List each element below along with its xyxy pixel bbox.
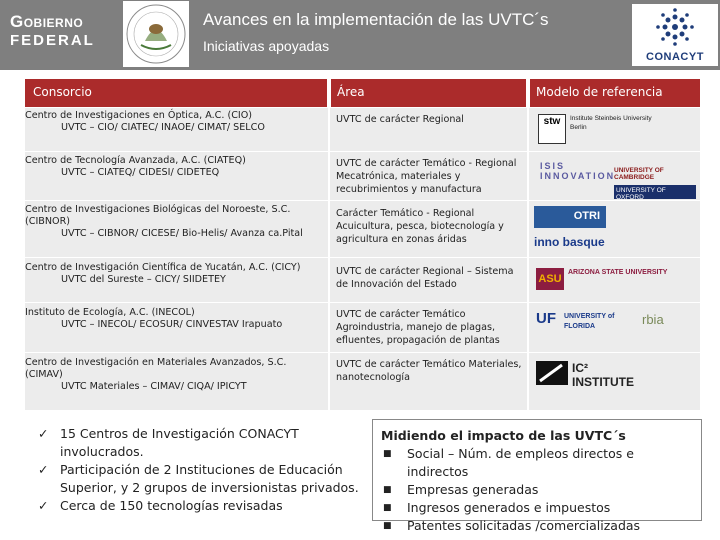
area-cell: UVTC de carácter Regional – Sistema de Innovación del Estado [336, 266, 514, 290]
uf-icon: UF [536, 310, 556, 327]
modelo-cell [534, 357, 699, 393]
header-bar [0, 0, 720, 70]
asu-icon: ASU [536, 268, 564, 290]
list-item [381, 481, 693, 499]
list-item-text: Social – Núm. de empleos directos e indirectos [407, 446, 634, 479]
modelo-cell [534, 262, 699, 300]
column-divider [328, 107, 330, 411]
steinbeis-label: Institute Steinbeis University Berlin [570, 115, 652, 131]
area-cell: UVTC de carácter Temático - Regional Mecatrónica, materiales y recubrimientos y manufactura [336, 158, 517, 195]
modelo-cell [534, 110, 699, 150]
ic2-emblem-icon [536, 361, 568, 385]
innobasque-logo: inno basque [534, 235, 605, 249]
consorcio-main: Centro de Investigaciones en Óptica, A.C. (CIO) [25, 110, 253, 121]
list-item [381, 517, 693, 535]
consorcio-main: Instituto de Ecología, A.C. (INECOL) [25, 307, 195, 318]
list-item-text: Participación de 2 Instituciones de Educación Superior, y 2 grupos de inversionistas privados. [60, 462, 359, 495]
steinbeis-logo-icon: stw [538, 114, 566, 144]
col-header-consorcio: Consorcio [25, 79, 327, 107]
impact-box [372, 419, 702, 533]
gobierno-federal-logo [10, 12, 95, 50]
asu-label: ARIZONA STATE UNIVERSITY [568, 269, 668, 276]
column-divider [527, 107, 529, 411]
page-title: Avances en la implementación de las UVTC´s [203, 10, 549, 29]
consorcio-sub: UVTC – INECOL/ ECOSUR/ CINVESTAV Irapuato [61, 319, 283, 330]
florida-label: UNIVERSITY of FLORIDA [564, 313, 615, 330]
conacyt-label: CONACYT [646, 51, 704, 63]
list-item-text: 15 Centros de Investigación CONACYT involucrados. [60, 426, 299, 459]
consorcio-sub: UVTC del Sureste – CICY/ SIIDETEY [61, 274, 226, 285]
bullet-icon: ■ [383, 485, 392, 495]
col-header-modelo: Modelo de referencia [530, 79, 700, 107]
checkmark-icon: ✓ [38, 426, 49, 441]
bullet-icon: ■ [383, 521, 392, 531]
area-cell: UVTC de carácter Temático Materiales, nanotecnología [336, 359, 522, 383]
consorcio-cell [25, 110, 325, 134]
consorcio-cell [25, 155, 325, 179]
checkmark-icon: ✓ [38, 498, 49, 513]
gob-logo-line1: Gobierno [10, 12, 84, 31]
list-item-text: Ingresos generados e impuestos [407, 500, 611, 515]
consorcio-cell [25, 307, 325, 331]
list-item-text: Patentes solicitadas /comercializadas [407, 518, 641, 533]
gob-logo-line2: FEDERAL [10, 32, 95, 49]
otri-logo: OTRI [534, 206, 606, 228]
conacyt-emblem-icon [655, 7, 695, 47]
list-item [381, 499, 693, 517]
impact-title: Midiendo el impacto de las UVTC´s [381, 428, 626, 443]
consorcio-cell [25, 357, 325, 393]
modelo-cell [534, 203, 699, 258]
rbia-logo: rbia [642, 312, 664, 327]
consorcio-main: Centro de Investigaciones Biológicas del Noroeste, S.C. (CIBNOR) [25, 204, 291, 227]
page-subtitle: Iniciativas apoyadas [203, 38, 330, 54]
impact-list [381, 445, 693, 535]
conacyt-logo [632, 4, 718, 66]
bullet-icon: ■ [383, 449, 392, 459]
consorcio-main: Centro de Investigación en Materiales Avanzados, S.C. (CIMAV) [25, 357, 287, 380]
isis-logo: ISIS INNOVATION [540, 161, 616, 181]
checkmark-icon: ✓ [38, 462, 49, 477]
oxford-logo: UNIVERSITY OF OXFORD [614, 185, 696, 199]
modelo-cell [534, 155, 699, 200]
consorcio-sub: UVTC Materiales – CIMAV/ CIQA/ IPICYT [61, 381, 247, 392]
list-item [38, 497, 368, 515]
summary-list [38, 425, 368, 515]
area-cell: Carácter Temático - Regional Acuicultura, pesca, biotecnología y agricultura en zonas áridas [336, 208, 504, 245]
consorcio-sub: UVTC – CIO/ CIATEC/ INAOE/ CIMAT/ SELCO [61, 122, 265, 133]
list-item-text: Cerca de 150 tecnologías revisadas [60, 498, 283, 513]
list-item [38, 425, 368, 461]
consorcio-cell [25, 262, 325, 286]
cambridge-logo: UNIVERSITY OF CAMBRIDGE [614, 167, 664, 181]
col-header-area: Área [331, 79, 526, 107]
consorcio-main: Centro de Investigación Científica de Yucatán, A.C. (CICY) [25, 262, 301, 273]
bullet-icon: ■ [383, 503, 392, 513]
consorcio-sub: UVTC – CIBNOR/ CICESE/ Bio-Helis/ Avanza ca.Pital [61, 228, 303, 239]
list-item-text: Empresas generadas [407, 482, 539, 497]
area-cell: UVTC de carácter Regional [336, 114, 464, 125]
modelo-cell [534, 306, 699, 348]
mexico-seal-icon [123, 1, 189, 67]
list-item [38, 461, 368, 497]
consorcio-sub: UVTC – CIATEQ/ CIDESI/ CIDETEQ [61, 167, 220, 178]
list-item [381, 445, 693, 481]
consorcio-cell [25, 204, 325, 240]
ic2-label: IC² INSTITUTE [572, 361, 634, 389]
area-cell: UVTC de carácter Temático Agroindustria, manejo de plagas, efluentes, propagación de plantas [336, 309, 500, 346]
consorcio-main: Centro de Tecnología Avanzada, A.C. (CIATEQ) [25, 155, 246, 166]
